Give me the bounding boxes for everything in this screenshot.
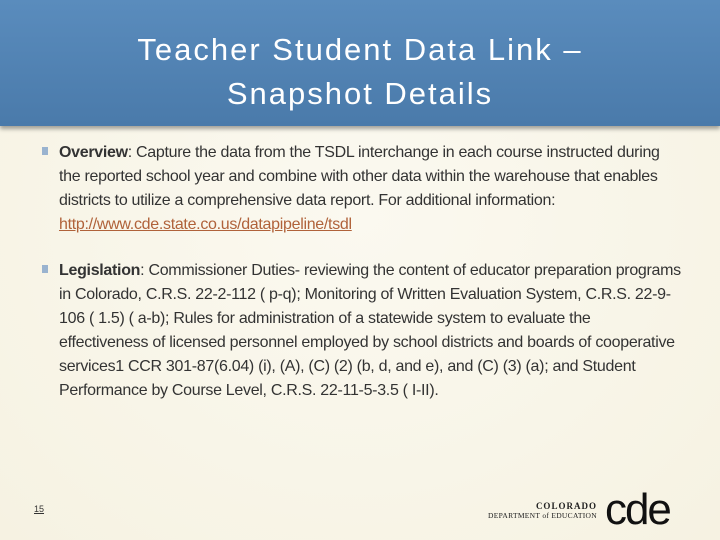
title-line-2: Snapshot Details	[226, 76, 494, 111]
slide-title	[0, 28, 720, 116]
bullet-label: Legislation	[59, 262, 141, 279]
logo-line-2: DEPARTMENT of EDUCATION	[488, 510, 597, 520]
bullet-list	[42, 141, 682, 425]
bullet-marker-icon	[42, 147, 48, 155]
logo-text	[488, 501, 597, 520]
logo-line-1: COLORADO	[535, 500, 597, 511]
bullet-text: : Commissioner Duties- reviewing the content of educator preparation programs in Colorado, C.R.S. 22-2-112 ( p-q); Monitoring of Written Evaluation System, C.R.S. 22-9-106 ( 1.5) ( a-b); Rules for administration of a statewide system to evaluate the effectiveness of licensed personnel employed by school districts and boards of cooperative services1 CCR 301-87(6.04) (i), (A), (C) (2) (b, d, and e), and (C) (3) (a); and Student Performance by Course Level, C.R.S. 22-11-5-3.5 ( I-II).	[59, 262, 681, 399]
cde-logo	[488, 485, 670, 534]
bullet-text: : Capture the data from the TSDL interchange in each course instructed during the reported school year and combine with other data within the warehouse that enables districts to utilize a comprehensive data report. For additional information:	[59, 144, 660, 209]
title-line-1: Teacher Student Data Link –	[137, 32, 583, 67]
bullet-label: Overview	[59, 144, 128, 161]
page-number: 15	[34, 504, 45, 514]
title-bar	[0, 0, 720, 126]
cde-logo-mark: cde	[604, 485, 670, 534]
bullet-legislation	[42, 259, 682, 403]
bullet-overview	[42, 141, 682, 237]
tsdl-link[interactable]: http://www.cde.state.co.us/datapipeline/tsdl	[59, 216, 352, 233]
bullet-marker-icon	[42, 265, 48, 273]
